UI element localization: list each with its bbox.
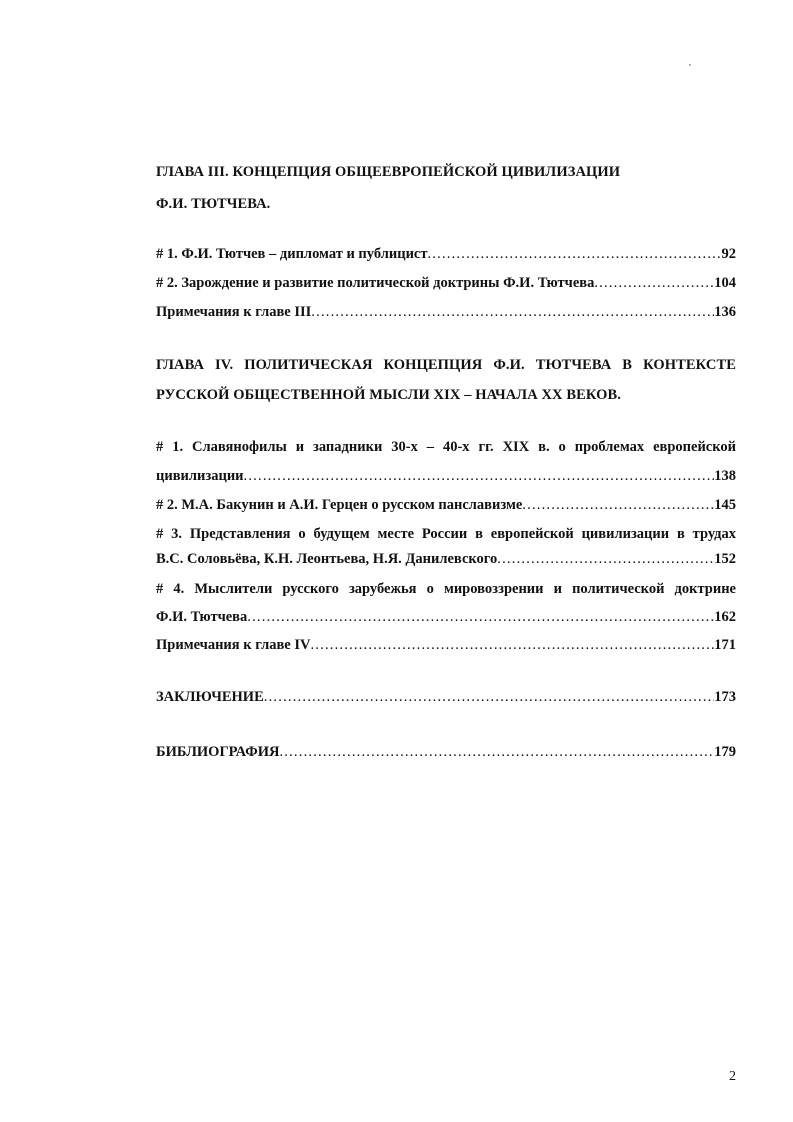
toc-entry-title: # 2. Зарождение и развитие политической доктрины Ф.И. Тютчева bbox=[156, 275, 595, 291]
toc-page-number: 136 bbox=[714, 304, 736, 320]
chapter-3-heading-line-1: ГЛАВА III. КОНЦЕПЦИЯ ОБЩЕЕВРОПЕЙСКОЙ ЦИВИЛИЗАЦИИ bbox=[156, 164, 621, 180]
chapter-3-heading-line-2: Ф.И. ТЮТЧЕВА. bbox=[156, 196, 271, 212]
toc-page-number: 92 bbox=[721, 246, 736, 262]
toc-entry-4-4-line-2[interactable] bbox=[156, 608, 736, 626]
toc-entry-title: В.С. Соловьёва, К.Н. Леонтьева, Н.Я. Данилевского bbox=[156, 551, 498, 567]
toc-entry-title: ЗАКЛЮЧЕНИЕ bbox=[156, 689, 264, 705]
toc-page-number: 173 bbox=[714, 689, 736, 705]
toc-entry-title: Примечания к главе IV bbox=[156, 637, 311, 653]
toc-page-number: 179 bbox=[714, 744, 736, 760]
dot-leader bbox=[311, 303, 714, 321]
toc-entry-4-1-line-2[interactable] bbox=[156, 467, 736, 485]
toc-entry-title: # 1. Ф.И. Тютчев – дипломат и публицист bbox=[156, 246, 428, 262]
toc-entry-title: # 2. М.А. Бакунин и А.И. Герцен о русском панславизме bbox=[156, 497, 523, 513]
toc-entry-title: Ф.И. Тютчева bbox=[156, 609, 248, 625]
toc-page-number: 145 bbox=[714, 497, 736, 513]
dot-leader bbox=[264, 688, 714, 706]
toc-entry-4-3-line-1[interactable]: # 3. Представления о будущем месте России в европейской цивилизации в трудах bbox=[156, 526, 736, 542]
toc-entry-4-1-line-1[interactable]: # 1. Славянофилы и западники 30-х – 40-х гг. XIX в. о проблемах европейской bbox=[156, 439, 736, 455]
toc-page-number: 162 bbox=[714, 609, 736, 625]
chapter-4-heading-line-1: ГЛАВА IV. ПОЛИТИЧЕСКАЯ КОНЦЕПЦИЯ Ф.И. ТЮТЧЕВА В КОНТЕКСТЕ bbox=[156, 357, 736, 373]
dot-leader bbox=[594, 274, 714, 292]
dot-leader bbox=[427, 245, 721, 263]
dot-leader bbox=[497, 550, 714, 568]
toc-entry-title: БИБЛИОГРАФИЯ bbox=[156, 744, 280, 760]
chapter-4-heading-line-2: РУССКОЙ ОБЩЕСТВЕННОЙ МЫСЛИ XIX – НАЧАЛА XX ВЕКОВ. bbox=[156, 387, 622, 403]
page-number: 2 bbox=[729, 1069, 736, 1084]
dot-leader bbox=[310, 636, 714, 654]
toc-page-number: 138 bbox=[714, 468, 736, 484]
toc-conclusion[interactable] bbox=[156, 688, 736, 706]
toc-entry-title: Примечания к главе III bbox=[156, 304, 312, 320]
toc-entry-3-2[interactable] bbox=[156, 274, 736, 292]
dot-leader bbox=[244, 467, 715, 485]
toc-page-number: 152 bbox=[714, 551, 736, 567]
dot-leader bbox=[279, 743, 714, 761]
toc-entry-4-2[interactable] bbox=[156, 496, 736, 514]
toc-page-number: 171 bbox=[714, 637, 736, 653]
toc-entry-3-1[interactable] bbox=[156, 245, 736, 263]
toc-page-number: 104 bbox=[714, 275, 736, 291]
toc-entry-4-4-line-1[interactable]: # 4. Мыслители русского зарубежья о мировоззрении и политической доктрине bbox=[156, 581, 736, 597]
scan-speck bbox=[689, 64, 691, 66]
toc-entry-4-3-line-2[interactable] bbox=[156, 550, 736, 568]
dot-leader bbox=[522, 496, 714, 514]
toc-notes-3[interactable] bbox=[156, 303, 736, 321]
dot-leader bbox=[247, 608, 714, 626]
toc-entry-title: цивилизации bbox=[156, 468, 244, 484]
toc-bibliography[interactable] bbox=[156, 743, 736, 761]
toc-notes-4[interactable] bbox=[156, 636, 736, 654]
